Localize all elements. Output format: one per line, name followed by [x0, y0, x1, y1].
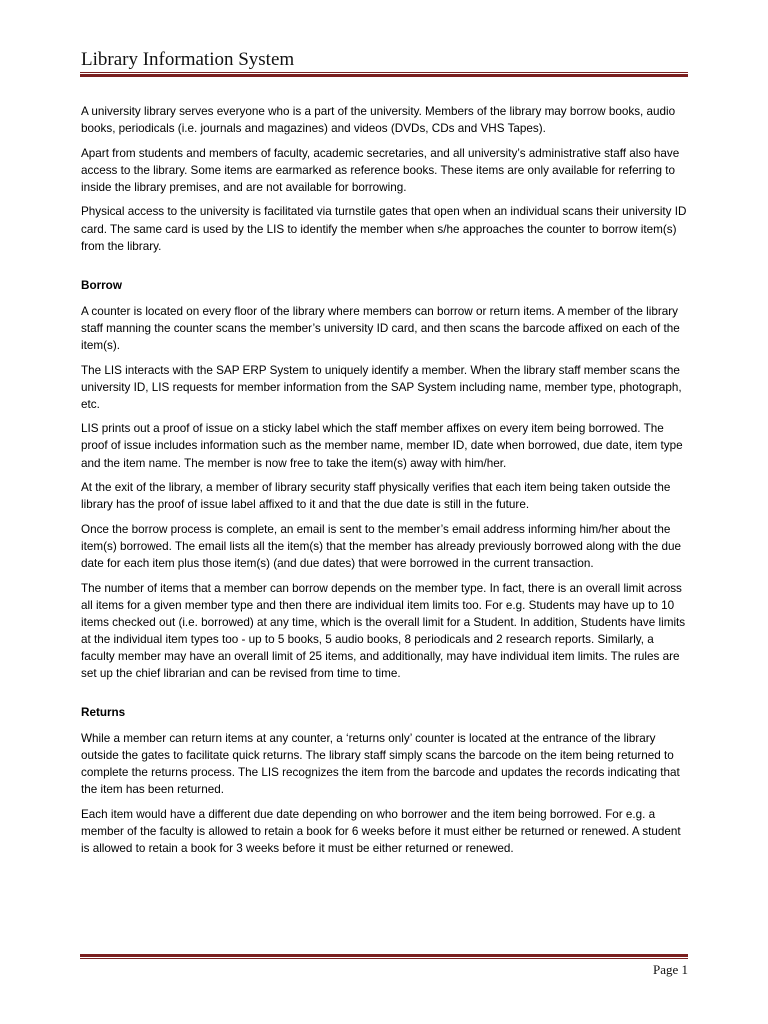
header-rule-thick — [80, 74, 688, 77]
borrow-paragraph: The number of items that a member can borrow depends on the member type. In fact, there is an overall limit across all items for a given member type and then there are individual item limits too. For e.g. Students may have up to 10 items checked out (i.e. borrowed) at any time, which is the overall limit for a Student. In addition, Students have limits at the individual item types too - up to 5 books, 5 audio books, 8 periodicals and 2 research reports. Similarly, a faculty member may have an overall limit of 25 items, and additionally, may have individual item limits. The rules are set up the chief librarian and can be revised from time to time. — [81, 581, 686, 681]
section-heading-borrow: Borrow — [81, 278, 122, 292]
section-heading-returns: Returns — [81, 706, 126, 720]
intro-paragraph: Physical access to the university is facilitated via turnstile gates that open when an individual scans their university ID card. The same card is used by the LIS to identify the member when s/he approaches the counter to borrow item(s) from the library. — [81, 205, 687, 253]
document-title: Library Information System — [81, 49, 295, 70]
borrow-paragraph: LIS prints out a proof of issue on a sticky label which the staff member affixes on every item being borrowed. The proof of issue includes information such as the member name, member ID, date when borrowed, due date, item type and the item name. The member is now free to take the item(s) away with him/her. — [81, 422, 683, 470]
returns-paragraph: While a member can return items at any counter, a ‘returns only’ counter is located at the entrance of the library outside the gates to facilitate quick returns. The library staff simply scans the barcode on the item being returned to complete the returns process. The LIS recognizes the item from the barcode and updates the records indicating that the item has been returned. — [81, 732, 680, 797]
borrow-paragraph: Once the borrow process is complete, an email is sent to the member’s email address informing him/her about the item(s) borrowed. The email lists all the item(s) that the member has already previously borrowed along with the due date for each item plus those item(s) (and due dates) that were borrowed in the current transaction. — [81, 522, 682, 570]
borrow-paragraph: A counter is located on every floor of the library where members can borrow or return items. A member of the library staff manning the counter scans the member’s university ID card, and then scans the barcode affixed on each of the item(s). — [81, 304, 680, 352]
document-body — [81, 103, 689, 865]
intro-paragraph: A university library serves everyone who is a part of the university. Members of the library may borrow books, audio books, periodicals (i.e. journals and magazines) and videos (DVDs, CDs and VHS Tapes). — [81, 105, 676, 136]
footer-rule-thick — [80, 954, 688, 957]
returns-paragraph: Each item would have a different due date depending on who borrower and the item being borrowed. For e.g. a member of the faculty is allowed to retain a book for 6 weeks before it must either be returned or renewed. A student is allowed to retain a book for 3 weeks before it must be either returned or renewed. — [81, 808, 681, 856]
footer-rule-thin — [80, 958, 688, 959]
borrow-paragraph: The LIS interacts with the SAP ERP System to uniquely identify a member. When the library staff member scans the university ID, LIS requests for member information from the SAP System including name, member type, photograph, etc. — [81, 363, 682, 411]
page-number: Page 1 — [652, 962, 688, 977]
header-rule-thin — [80, 72, 688, 73]
intro-paragraph: Apart from students and members of faculty, academic secretaries, and all university’s administrative staff also have access to the library. Some items are earmarked as reference books. These items are only available for referring to inside the library premises, and are not available for borrowing. — [81, 146, 680, 194]
borrow-paragraph: At the exit of the library, a member of library security staff physically verifies that each item being taken outside the library has the proof of issue label affixed to it and that the due date is still in the future. — [81, 481, 671, 512]
